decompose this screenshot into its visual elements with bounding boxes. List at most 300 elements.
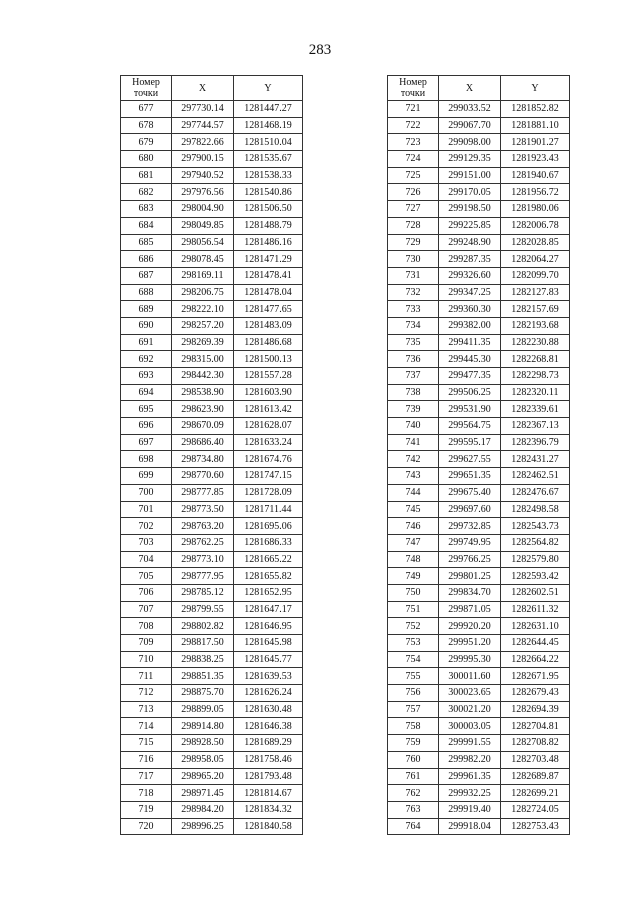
cell-point-number: 733 [388, 301, 439, 318]
page-number: 283 [308, 42, 332, 58]
cell-x: 300011.60 [439, 668, 501, 685]
table-row [121, 618, 303, 635]
cell-y: 1282157.69 [501, 301, 570, 318]
table-row [388, 501, 570, 518]
cell-x: 299564.75 [439, 418, 501, 435]
cell-point-number: 693 [121, 368, 172, 385]
cell-x: 299170.05 [439, 184, 501, 201]
cell-point-number: 716 [121, 751, 172, 768]
cell-x: 299129.35 [439, 151, 501, 168]
cell-y: 1282476.67 [501, 484, 570, 501]
cell-point-number: 738 [388, 384, 439, 401]
cell-x: 298799.55 [172, 601, 234, 618]
cell-point-number: 710 [121, 651, 172, 668]
table-row [388, 785, 570, 802]
cell-y: 1282644.45 [501, 635, 570, 652]
cell-point-number: 741 [388, 434, 439, 451]
cell-point-number: 696 [121, 418, 172, 435]
cell-y: 1281535.67 [234, 151, 303, 168]
table-row [388, 418, 570, 435]
cell-point-number: 709 [121, 635, 172, 652]
cell-x: 299033.52 [439, 101, 501, 118]
table-row [121, 468, 303, 485]
cell-x: 298996.25 [172, 818, 234, 835]
cell-x: 300023.65 [439, 685, 501, 702]
cell-y: 1281747.15 [234, 468, 303, 485]
cell-point-number: 723 [388, 134, 439, 151]
cell-y: 1281603.90 [234, 384, 303, 401]
table-row [388, 101, 570, 118]
table-row [121, 368, 303, 385]
table-row [121, 484, 303, 501]
cell-point-number: 760 [388, 751, 439, 768]
cell-x: 299961.35 [439, 768, 501, 785]
table-row [388, 201, 570, 218]
cell-point-number: 744 [388, 484, 439, 501]
cell-y: 1282543.73 [501, 518, 570, 535]
cell-point-number: 737 [388, 368, 439, 385]
table-row [388, 484, 570, 501]
cell-point-number: 736 [388, 351, 439, 368]
table-row [121, 251, 303, 268]
cell-x: 298914.80 [172, 718, 234, 735]
cell-y: 1282320.11 [501, 384, 570, 401]
table-row [121, 117, 303, 134]
cell-point-number: 762 [388, 785, 439, 802]
cell-y: 1281834.32 [234, 801, 303, 818]
table-header-row [388, 76, 570, 101]
cell-y: 1282704.81 [501, 718, 570, 735]
cell-x: 297976.56 [172, 184, 234, 201]
cell-y: 1282339.61 [501, 401, 570, 418]
table-row [388, 651, 570, 668]
cell-y: 1282367.13 [501, 418, 570, 435]
cell-y: 1282230.88 [501, 334, 570, 351]
table-row [388, 818, 570, 835]
cell-x: 299248.90 [439, 234, 501, 251]
cell-x: 299506.25 [439, 384, 501, 401]
table-row [121, 518, 303, 535]
header-x: X [172, 76, 234, 101]
table-row [121, 701, 303, 718]
cell-y: 1282431.27 [501, 451, 570, 468]
cell-point-number: 717 [121, 768, 172, 785]
cell-y: 1281486.68 [234, 334, 303, 351]
cell-point-number: 749 [388, 568, 439, 585]
cell-y: 1282298.73 [501, 368, 570, 385]
cell-y: 1281510.04 [234, 134, 303, 151]
table-row [388, 368, 570, 385]
cell-x: 299697.60 [439, 501, 501, 518]
cell-y: 1281500.13 [234, 351, 303, 368]
table-row [388, 534, 570, 551]
cell-point-number: 719 [121, 801, 172, 818]
cell-point-number: 712 [121, 685, 172, 702]
cell-point-number: 740 [388, 418, 439, 435]
cell-x: 298802.82 [172, 618, 234, 635]
cell-y: 1282611.32 [501, 601, 570, 618]
cell-y: 1281478.41 [234, 267, 303, 284]
table-row [121, 234, 303, 251]
cell-x: 299732.85 [439, 518, 501, 535]
table-row [388, 735, 570, 752]
cell-y: 1281557.28 [234, 368, 303, 385]
cell-point-number: 703 [121, 534, 172, 551]
table-row [388, 234, 570, 251]
table-row [388, 434, 570, 451]
table-row [121, 434, 303, 451]
cell-x: 298257.20 [172, 317, 234, 334]
table-row [388, 568, 570, 585]
cell-x: 298049.85 [172, 217, 234, 234]
cell-y: 1282498.58 [501, 501, 570, 518]
cell-x: 299982.20 [439, 751, 501, 768]
table-row [121, 301, 303, 318]
cell-y: 1282631.10 [501, 618, 570, 635]
cell-y: 1281901.27 [501, 134, 570, 151]
cell-point-number: 699 [121, 468, 172, 485]
cell-point-number: 764 [388, 818, 439, 835]
cell-y: 1282099.70 [501, 267, 570, 284]
cell-x: 299531.90 [439, 401, 501, 418]
cell-y: 1281626.24 [234, 685, 303, 702]
table-row [388, 284, 570, 301]
cell-y: 1281695.06 [234, 518, 303, 535]
cell-point-number: 714 [121, 718, 172, 735]
header-point-number: Номер точки [121, 76, 172, 101]
table-row [388, 601, 570, 618]
cell-y: 1281728.09 [234, 484, 303, 501]
table-row [121, 451, 303, 468]
cell-x: 299287.35 [439, 251, 501, 268]
table-row [121, 635, 303, 652]
table-header-row [121, 76, 303, 101]
cell-y: 1281447.27 [234, 101, 303, 118]
cell-y: 1282193.68 [501, 317, 570, 334]
table-row [388, 151, 570, 168]
cell-point-number: 735 [388, 334, 439, 351]
cell-x: 298169.11 [172, 267, 234, 284]
cell-y: 1282127.83 [501, 284, 570, 301]
cell-point-number: 689 [121, 301, 172, 318]
cell-x: 298838.25 [172, 651, 234, 668]
cell-y: 1282724.05 [501, 801, 570, 818]
table-row [388, 618, 570, 635]
table-row [388, 251, 570, 268]
cell-x: 299995.30 [439, 651, 501, 668]
table-row [388, 451, 570, 468]
cell-y: 1281477.65 [234, 301, 303, 318]
cell-point-number: 686 [121, 251, 172, 268]
cell-x: 299920.20 [439, 618, 501, 635]
table-row [388, 334, 570, 351]
cell-x: 299595.17 [439, 434, 501, 451]
table-row [388, 134, 570, 151]
cell-x: 298984.20 [172, 801, 234, 818]
cell-x: 298004.90 [172, 201, 234, 218]
cell-x: 298785.12 [172, 584, 234, 601]
cell-point-number: 754 [388, 651, 439, 668]
cell-y: 1282593.42 [501, 568, 570, 585]
table-row [388, 317, 570, 334]
cell-point-number: 681 [121, 167, 172, 184]
cell-x: 298315.00 [172, 351, 234, 368]
cell-y: 1281506.50 [234, 201, 303, 218]
table-row [388, 635, 570, 652]
cell-x: 299801.25 [439, 568, 501, 585]
cell-y: 1281468.19 [234, 117, 303, 134]
cell-point-number: 721 [388, 101, 439, 118]
table-row [121, 735, 303, 752]
table-body [121, 101, 303, 835]
table-row [121, 401, 303, 418]
cell-y: 1282664.22 [501, 651, 570, 668]
cell-point-number: 706 [121, 584, 172, 601]
cell-x: 299749.95 [439, 534, 501, 551]
cell-point-number: 691 [121, 334, 172, 351]
cell-point-number: 702 [121, 518, 172, 535]
cell-x: 299675.40 [439, 484, 501, 501]
cell-y: 1281645.98 [234, 635, 303, 652]
cell-point-number: 756 [388, 685, 439, 702]
header-x: X [439, 76, 501, 101]
cell-x: 298222.10 [172, 301, 234, 318]
cell-point-number: 679 [121, 134, 172, 151]
cell-y: 1281655.82 [234, 568, 303, 585]
cell-y: 1281488.79 [234, 217, 303, 234]
table-row [121, 685, 303, 702]
coordinates-table-left [120, 75, 303, 835]
cell-point-number: 751 [388, 601, 439, 618]
cell-y: 1282689.87 [501, 768, 570, 785]
cell-point-number: 759 [388, 735, 439, 752]
cell-y: 1281665.22 [234, 551, 303, 568]
cell-x: 298762.25 [172, 534, 234, 551]
cell-y: 1281956.72 [501, 184, 570, 201]
cell-x: 298899.05 [172, 701, 234, 718]
cell-x: 297900.15 [172, 151, 234, 168]
cell-x: 298965.20 [172, 768, 234, 785]
cell-point-number: 755 [388, 668, 439, 685]
table-body [388, 101, 570, 835]
cell-y: 1281686.33 [234, 534, 303, 551]
cell-y: 1281711.44 [234, 501, 303, 518]
cell-x: 298442.30 [172, 368, 234, 385]
table-row [388, 301, 570, 318]
cell-y: 1281646.95 [234, 618, 303, 635]
cell-point-number: 728 [388, 217, 439, 234]
cell-x: 298056.54 [172, 234, 234, 251]
table-row [388, 167, 570, 184]
table-row [388, 401, 570, 418]
cell-x: 298773.50 [172, 501, 234, 518]
cell-point-number: 682 [121, 184, 172, 201]
table-row [388, 551, 570, 568]
cell-point-number: 707 [121, 601, 172, 618]
cell-point-number: 743 [388, 468, 439, 485]
cell-y: 1281486.16 [234, 234, 303, 251]
table-row [388, 351, 570, 368]
cell-x: 299151.00 [439, 167, 501, 184]
cell-x: 299918.04 [439, 818, 501, 835]
cell-y: 1282602.51 [501, 584, 570, 601]
cell-x: 299932.25 [439, 785, 501, 802]
cell-x: 298773.10 [172, 551, 234, 568]
table-row [121, 785, 303, 802]
cell-point-number: 687 [121, 267, 172, 284]
cell-point-number: 700 [121, 484, 172, 501]
cell-y: 1281540.86 [234, 184, 303, 201]
cell-x: 299477.35 [439, 368, 501, 385]
table-row [121, 768, 303, 785]
cell-x: 299627.55 [439, 451, 501, 468]
cell-y: 1282268.81 [501, 351, 570, 368]
cell-point-number: 694 [121, 384, 172, 401]
cell-x: 298777.95 [172, 568, 234, 585]
cell-y: 1281646.38 [234, 718, 303, 735]
cell-x: 298777.85 [172, 484, 234, 501]
cell-x: 298078.45 [172, 251, 234, 268]
cell-y: 1282064.27 [501, 251, 570, 268]
cell-y: 1281639.53 [234, 668, 303, 685]
cell-point-number: 763 [388, 801, 439, 818]
cell-point-number: 753 [388, 635, 439, 652]
cell-point-number: 761 [388, 768, 439, 785]
cell-point-number: 678 [121, 117, 172, 134]
cell-y: 1281471.29 [234, 251, 303, 268]
cell-x: 298958.05 [172, 751, 234, 768]
cell-y: 1282671.95 [501, 668, 570, 685]
cell-point-number: 685 [121, 234, 172, 251]
cell-x: 297730.14 [172, 101, 234, 118]
cell-y: 1282703.48 [501, 751, 570, 768]
table-row [121, 167, 303, 184]
cell-point-number: 701 [121, 501, 172, 518]
cell-y: 1281652.95 [234, 584, 303, 601]
cell-point-number: 677 [121, 101, 172, 118]
cell-y: 1282028.85 [501, 234, 570, 251]
table-row [121, 201, 303, 218]
header-point-number: Номер точки [388, 76, 439, 101]
cell-point-number: 688 [121, 284, 172, 301]
cell-x: 299919.40 [439, 801, 501, 818]
table-row [121, 501, 303, 518]
table-row [388, 685, 570, 702]
cell-x: 298928.50 [172, 735, 234, 752]
cell-y: 1282462.51 [501, 468, 570, 485]
cell-point-number: 745 [388, 501, 439, 518]
cell-x: 299766.25 [439, 551, 501, 568]
cell-x: 298763.20 [172, 518, 234, 535]
cell-y: 1282006.78 [501, 217, 570, 234]
cell-y: 1281689.29 [234, 735, 303, 752]
table-row [121, 151, 303, 168]
cell-x: 298686.40 [172, 434, 234, 451]
cell-x: 298770.60 [172, 468, 234, 485]
cell-y: 1282753.43 [501, 818, 570, 835]
cell-point-number: 752 [388, 618, 439, 635]
table-row [121, 551, 303, 568]
cell-point-number: 742 [388, 451, 439, 468]
table-row [121, 267, 303, 284]
cell-point-number: 684 [121, 217, 172, 234]
cell-point-number: 729 [388, 234, 439, 251]
cell-y: 1281840.58 [234, 818, 303, 835]
cell-x: 298971.45 [172, 785, 234, 802]
cell-x: 298817.50 [172, 635, 234, 652]
cell-x: 299834.70 [439, 584, 501, 601]
table-row [121, 334, 303, 351]
table-row [121, 284, 303, 301]
cell-y: 1281645.77 [234, 651, 303, 668]
cell-point-number: 680 [121, 151, 172, 168]
cell-y: 1281613.42 [234, 401, 303, 418]
cell-y: 1281538.33 [234, 167, 303, 184]
table-row [388, 668, 570, 685]
table-row [388, 468, 570, 485]
table-row [121, 101, 303, 118]
cell-x: 298623.90 [172, 401, 234, 418]
table-row [121, 534, 303, 551]
table-row [388, 718, 570, 735]
cell-point-number: 758 [388, 718, 439, 735]
cell-x: 297822.66 [172, 134, 234, 151]
table-row [121, 317, 303, 334]
cell-point-number: 734 [388, 317, 439, 334]
cell-y: 1281478.04 [234, 284, 303, 301]
cell-x: 299360.30 [439, 301, 501, 318]
cell-point-number: 725 [388, 167, 439, 184]
cell-y: 1281940.67 [501, 167, 570, 184]
table-row [121, 217, 303, 234]
cell-y: 1282694.39 [501, 701, 570, 718]
cell-point-number: 718 [121, 785, 172, 802]
cell-x: 298269.39 [172, 334, 234, 351]
cell-point-number: 722 [388, 117, 439, 134]
table-row [388, 217, 570, 234]
cell-point-number: 726 [388, 184, 439, 201]
cell-x: 298734.80 [172, 451, 234, 468]
table-row [388, 117, 570, 134]
cell-y: 1282708.82 [501, 735, 570, 752]
cell-point-number: 731 [388, 267, 439, 284]
cell-point-number: 713 [121, 701, 172, 718]
table-row [121, 801, 303, 818]
cell-y: 1282699.21 [501, 785, 570, 802]
cell-point-number: 683 [121, 201, 172, 218]
cell-y: 1281793.48 [234, 768, 303, 785]
cell-y: 1281923.43 [501, 151, 570, 168]
table-row [121, 134, 303, 151]
cell-y: 1281814.67 [234, 785, 303, 802]
cell-x: 299198.50 [439, 201, 501, 218]
table-row [388, 267, 570, 284]
cell-point-number: 715 [121, 735, 172, 752]
cell-y: 1282564.82 [501, 534, 570, 551]
cell-point-number: 739 [388, 401, 439, 418]
table-row [121, 751, 303, 768]
table-row [388, 518, 570, 535]
table-row [388, 184, 570, 201]
cell-point-number: 690 [121, 317, 172, 334]
cell-point-number: 692 [121, 351, 172, 368]
cell-y: 1281980.06 [501, 201, 570, 218]
cell-point-number: 695 [121, 401, 172, 418]
cell-point-number: 697 [121, 434, 172, 451]
table-row [121, 568, 303, 585]
table-row [121, 184, 303, 201]
cell-x: 299225.85 [439, 217, 501, 234]
